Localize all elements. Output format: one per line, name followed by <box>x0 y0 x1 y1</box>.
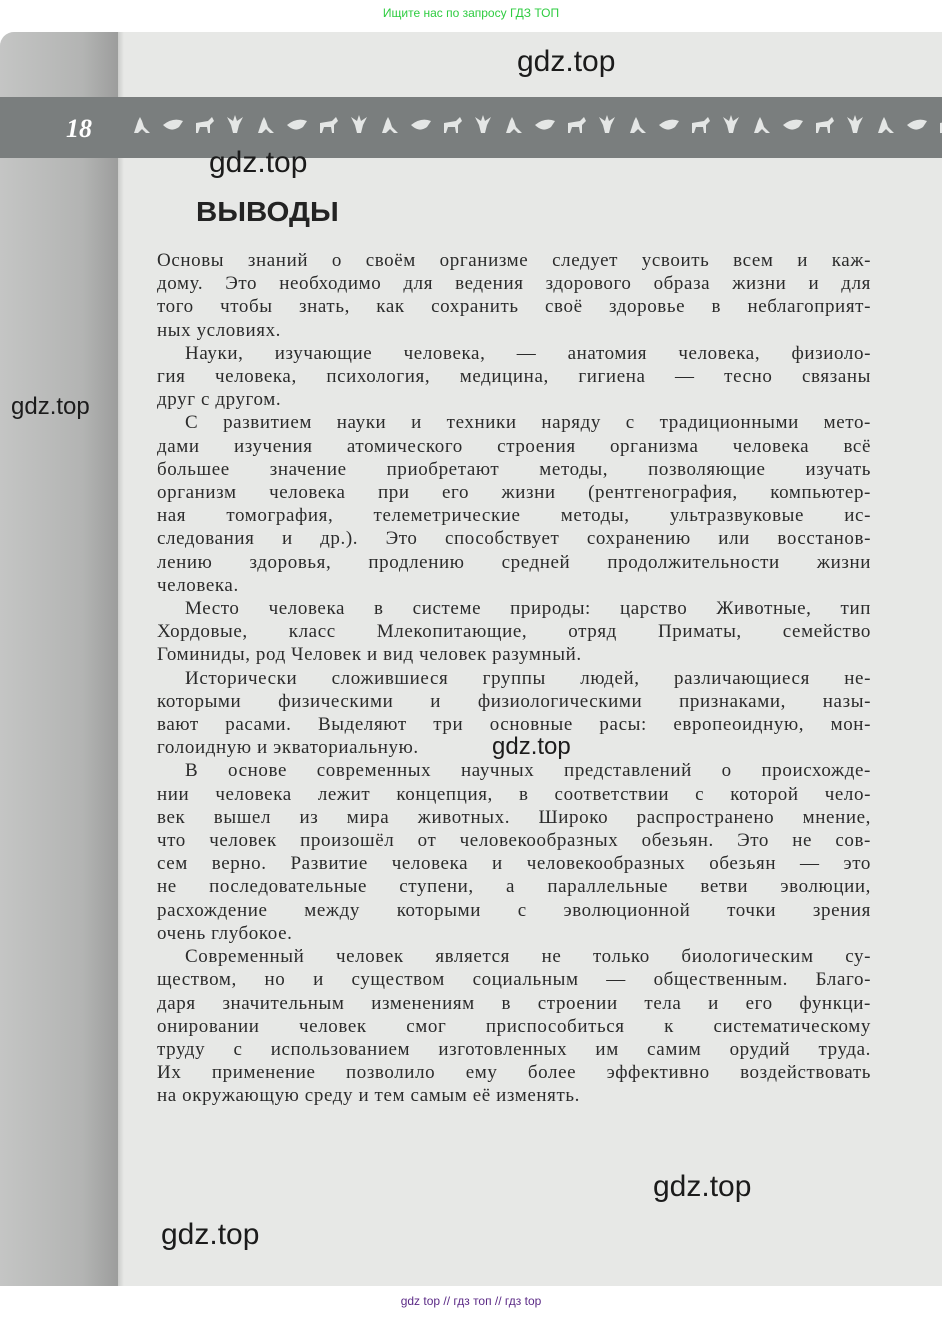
text-line: на окружающую среду и тем самым её изменять. <box>157 1085 581 1107</box>
text-line: дами изучения атомического строения организма человека всё <box>157 435 871 457</box>
animal-silhouette-icon <box>812 113 836 137</box>
watermark: gdz.top <box>11 393 90 420</box>
text-line: что человек произошёл от человекообразных обезьян. Это не сов- <box>157 830 871 852</box>
animal-silhouette-icon <box>905 113 929 137</box>
footer-links: gdz top // гдз топ // гдз top <box>400 1294 542 1308</box>
animal-silhouette-icon <box>657 113 681 137</box>
animal-silhouette-icon <box>843 113 867 137</box>
text-line: онировании человек смог приспособиться к систематическому <box>157 1015 871 1037</box>
header-band <box>0 97 942 158</box>
watermark: gdz.top <box>209 146 308 179</box>
text-line: Место человека в системе природы: царство Животные, тип <box>185 598 871 620</box>
animal-silhouette-icon <box>316 113 340 137</box>
text-line: большее значение приобретают методы, позволяющие изучать <box>157 458 871 480</box>
animal-silhouette-icon <box>874 113 898 137</box>
text-line: ществом, но и существом социальным — общественным. Благо- <box>157 969 871 991</box>
text-line: голоидную и экваториальную. <box>157 737 419 759</box>
search-hint: Ищите нас по запросу ГДЗ ТОП <box>382 6 560 20</box>
animal-silhouette-icon <box>564 113 588 137</box>
margin-shadow <box>118 32 124 1286</box>
watermark: gdz.top <box>492 733 571 760</box>
text-line: ная томография, телеметрические методы, ультразвуковые ис- <box>157 505 871 527</box>
animal-silhouette-icon <box>440 113 464 137</box>
text-line: вают расами. Выделяют три основные расы: европеоидную, мон- <box>157 714 871 736</box>
animal-silhouette-icon <box>254 113 278 137</box>
text-line: Основы знаний о своём организме следует усвоить всем и каж- <box>157 250 871 271</box>
text-line: век вышел из мира животных. Широко распространено мнение, <box>157 806 871 828</box>
text-line: организм человека при его жизни (рентгенография, компьютер- <box>157 482 871 504</box>
text-line: человека. <box>157 574 239 596</box>
animal-silhouette-icon <box>595 113 619 137</box>
page-margin-strip <box>0 32 118 1286</box>
text-line: ных условиях. <box>157 319 282 341</box>
text-line: С развитием науки и техники наряду с традиционными мето- <box>185 412 871 434</box>
page-number: 18 <box>66 114 92 143</box>
text-line: не последовательные ступени, а параллельные ветви эволюции, <box>157 876 871 898</box>
animal-silhouette-icon <box>502 113 526 137</box>
text-line: даря значительным изменениям в строении тела и его функци- <box>157 992 871 1014</box>
text-line: Их применение позволило ему более эффективно воздействовать <box>157 1062 871 1084</box>
animal-silhouette-icon <box>936 113 942 137</box>
animal-silhouette-icon <box>378 113 402 137</box>
animal-silhouette-icon <box>533 113 557 137</box>
text-line: труду с использованием изготовленных им самим орудий труда. <box>157 1038 871 1060</box>
animal-silhouette-icon <box>781 113 805 137</box>
animal-silhouette-icon <box>719 113 743 137</box>
animal-silhouette-icon <box>750 113 774 137</box>
text-line: следования и др.). Это способствует сохранению или восстанов- <box>157 528 871 550</box>
animal-silhouette-icon <box>626 113 650 137</box>
text-line: лению здоровья, продлению средней продолжительности жизни <box>157 551 871 573</box>
textbook-page <box>0 32 942 1286</box>
section-title: ВЫВОДЫ <box>196 196 339 227</box>
text-line: Современный человек является не только биологическим су- <box>185 946 871 968</box>
watermark: gdz.top <box>517 45 616 78</box>
animal-silhouette-icon <box>223 113 247 137</box>
text-line: очень глубокое. <box>157 922 293 944</box>
text-line: друг с другом. <box>157 389 282 411</box>
text-line: того чтобы знать, как сохранить своё здоровье в неблагоприят- <box>157 296 871 318</box>
animal-silhouette-icon <box>285 113 309 137</box>
text-line: Науки, изучающие человека, — анатомия человека, физиоло- <box>185 342 871 364</box>
text-line: Исторически сложившиеся группы людей, различающиеся не- <box>185 667 871 689</box>
animal-silhouette-icon <box>409 113 433 137</box>
text-line: сем верно. Развитие человека и человекообразных обезьян — это <box>157 853 871 875</box>
text-line: дому. Это необходимо для ведения здорового образа жизни и для <box>157 273 871 295</box>
animal-silhouette-icon <box>192 113 216 137</box>
animal-silhouette-icon <box>471 113 495 137</box>
text-line: В основе современных научных представлений о происхожде- <box>185 760 871 782</box>
animal-silhouette-icon <box>130 113 154 137</box>
text-line: которыми физическими и физиологическими признаками, назы- <box>157 690 871 712</box>
body-text <box>157 249 871 1108</box>
text-line: нии человека лежит концепция, в соответствии с которой чело- <box>157 783 871 805</box>
watermark: gdz.top <box>653 1170 752 1203</box>
animal-silhouettes-decoration <box>130 113 942 137</box>
animal-silhouette-icon <box>161 113 185 137</box>
text-line: Хордовые, класс Млекопитающие, отряд Приматы, семейство <box>157 621 871 643</box>
text-line: гия человека, психология, медицина, гигиена — тесно связаны <box>157 366 871 388</box>
watermark: gdz.top <box>161 1218 260 1251</box>
animal-silhouette-icon <box>347 113 371 137</box>
text-line: Гоминиды, род Человек и вид человек разумный. <box>157 644 582 666</box>
animal-silhouette-icon <box>688 113 712 137</box>
text-line: расхождение между которыми с эволюционной точки зрения <box>157 899 871 921</box>
